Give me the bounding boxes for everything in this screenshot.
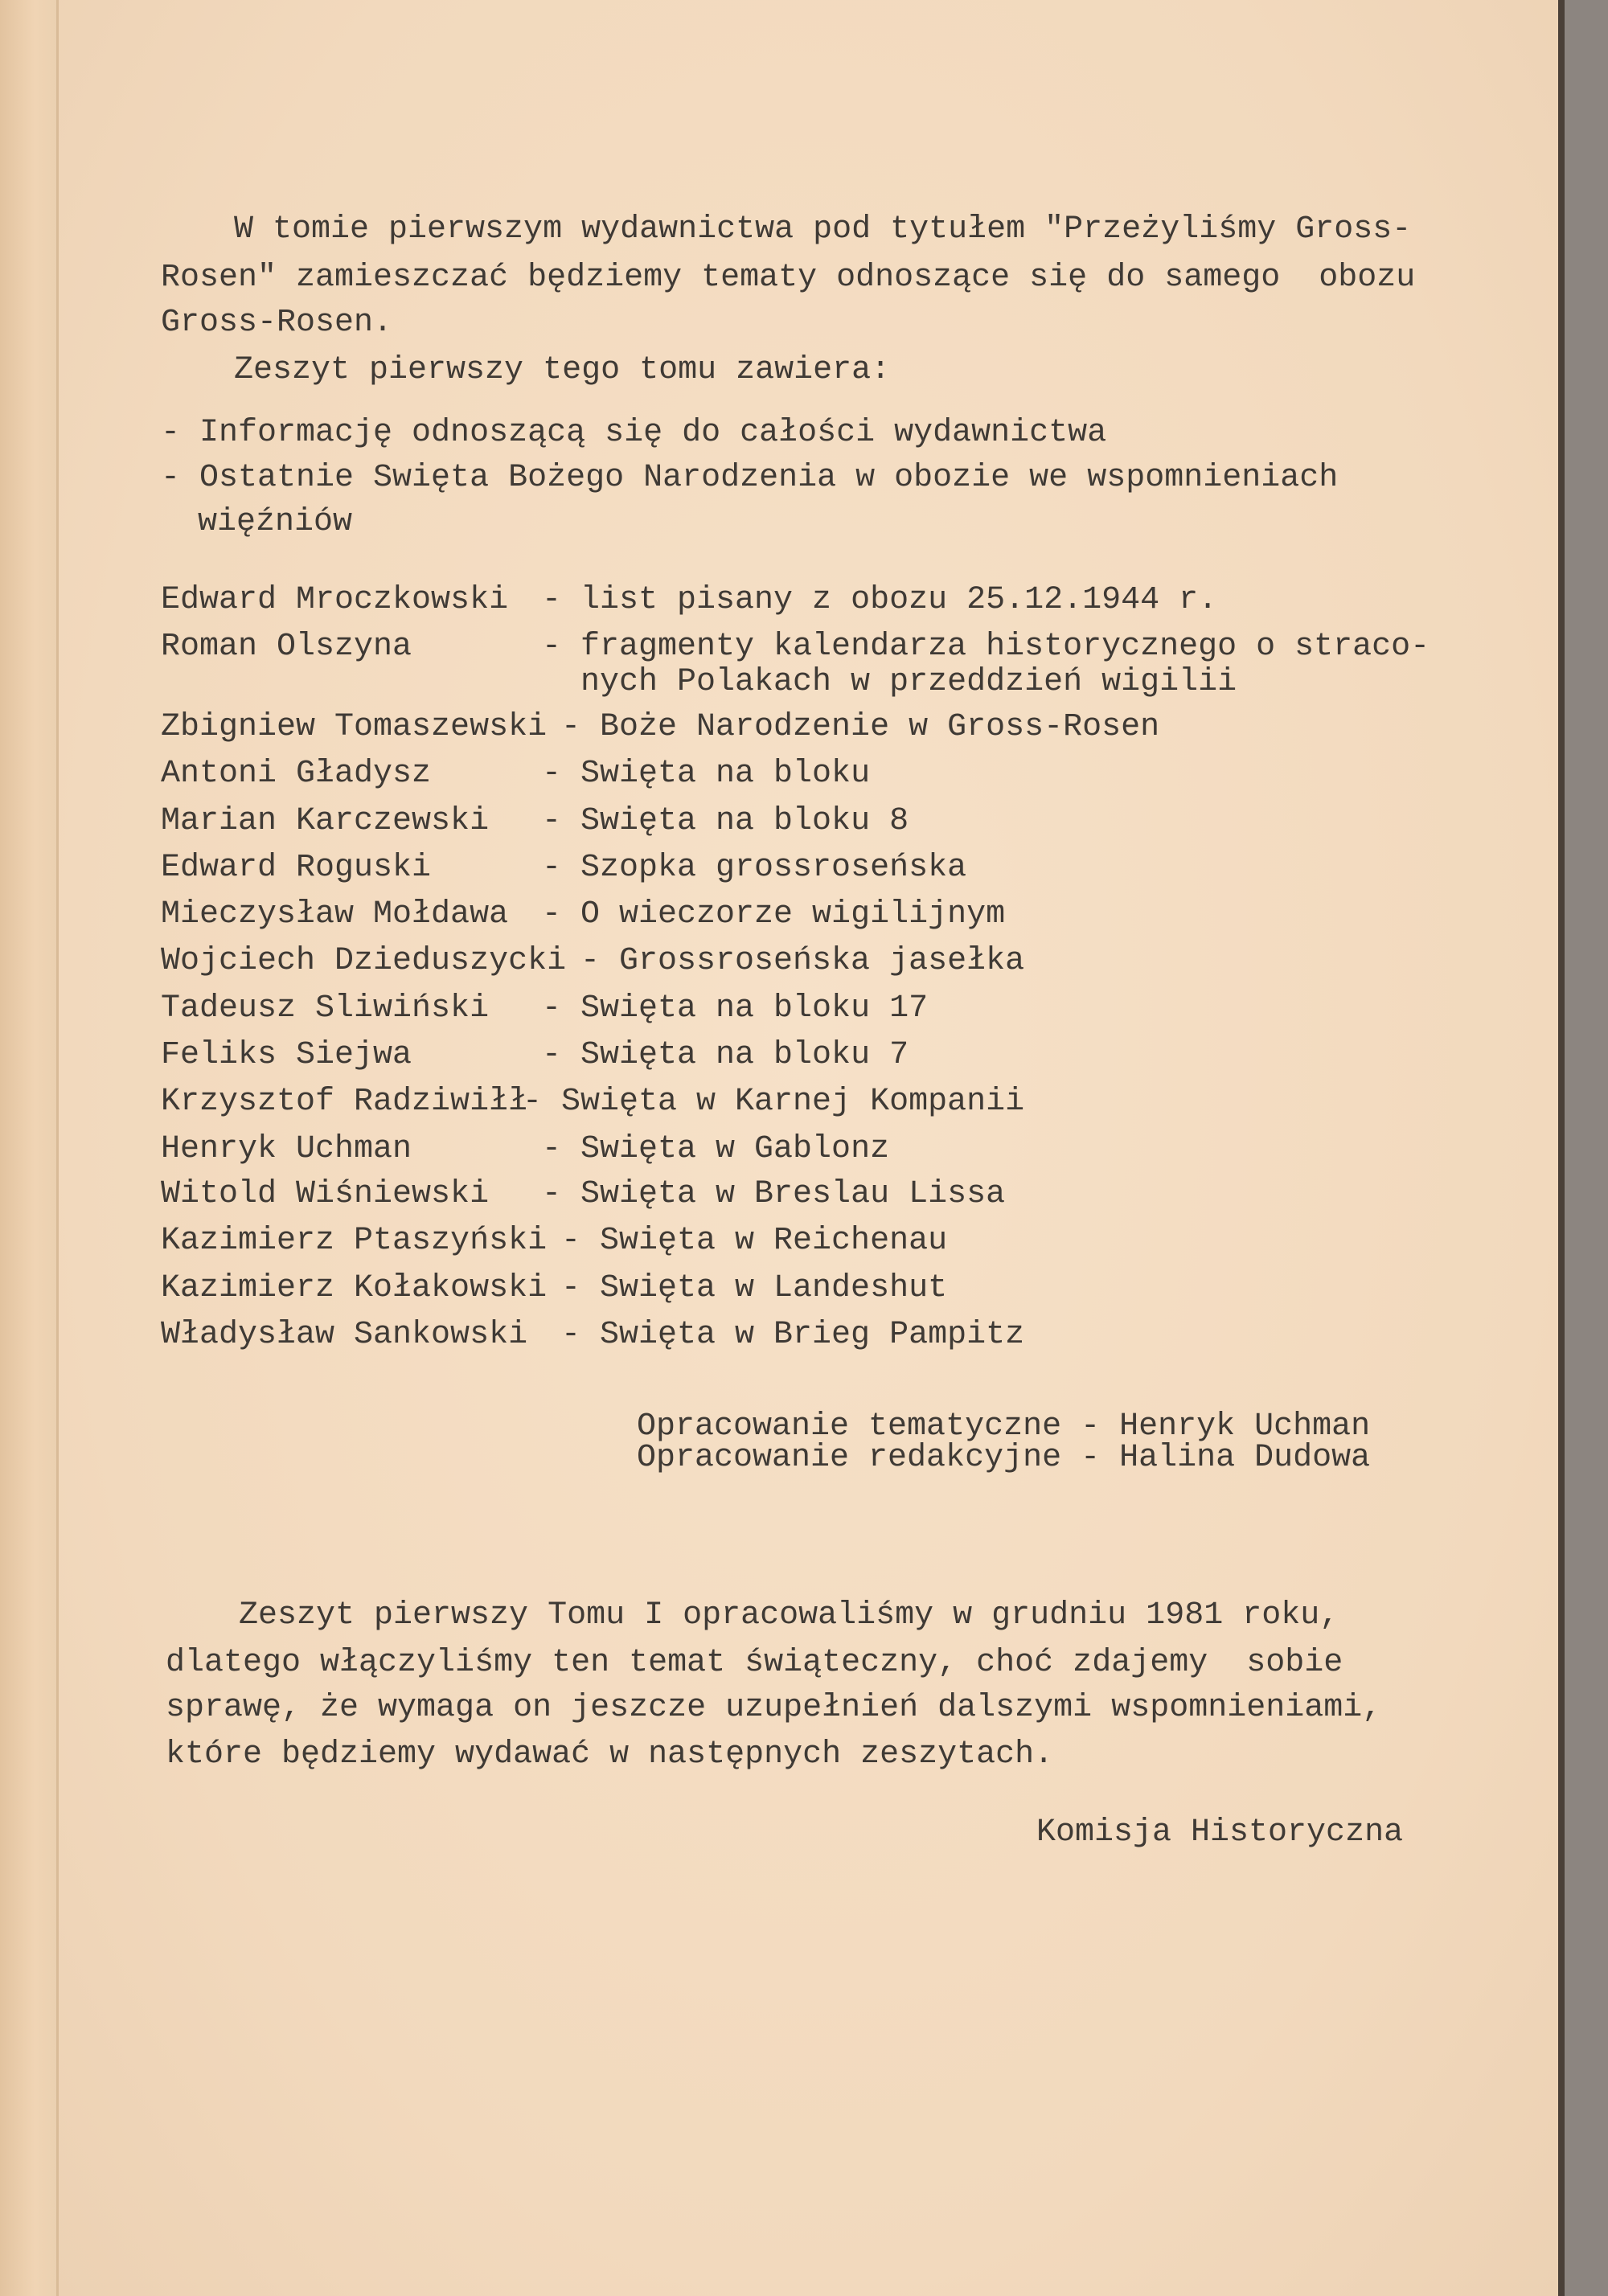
entry-author: Wojciech Dzieduszycki xyxy=(161,943,567,979)
entry-author: Kazimierz Kołakowski xyxy=(161,1270,548,1306)
entry-title: - Swięta w Breslau Lissa xyxy=(542,1176,1006,1212)
entry-author: Henryk Uchman xyxy=(161,1131,412,1167)
book-spine xyxy=(0,0,58,2296)
entry-title: - list pisany z obozu 25.12.1944 r. xyxy=(542,582,1218,618)
entry-title: - Swięta w Karnej Kompanii xyxy=(523,1084,1025,1120)
page-edge xyxy=(1558,0,1565,2296)
entry-author: Krzysztof Radziwiłł xyxy=(161,1084,528,1120)
closing-line: dlatego włączyliśmy ten temat świąteczny, choć zdajemy sobie xyxy=(166,1645,1343,1681)
credit-line: Opracowanie redakcyjne - Halina Dudowa xyxy=(637,1440,1371,1476)
contents-bullet-continued: więźniów xyxy=(198,504,353,540)
entry-title: - Swięta na bloku 17 xyxy=(542,990,929,1027)
entry-title: - O wieczorze wigilijnym xyxy=(542,896,1006,933)
entry-author: Edward Mroczkowski xyxy=(161,582,509,618)
intro-line: Gross-Rosen. xyxy=(161,305,393,341)
entry-author: Zbigniew Tomaszewski xyxy=(161,709,548,745)
entry-title: - Swięta na bloku 8 xyxy=(542,803,909,839)
entry-title: - Swięta w Brieg Pampitz xyxy=(561,1317,1025,1353)
entry-title: - Swięta w Landeshut xyxy=(561,1270,948,1306)
entry-title: - Boże Narodzenie w Gross-Rosen xyxy=(561,709,1160,745)
entry-author: Roman Olszyna xyxy=(161,629,412,665)
entry-title: - Szopka grossroseńska xyxy=(542,850,967,886)
intro-line: W tomie pierwszym wydawnictwa pod tytułem "Przeżyliśmy Gross- xyxy=(234,211,1412,248)
closing-line: Zeszyt pierwszy Tomu I opracowaliśmy w grudniu 1981 roku, xyxy=(239,1597,1339,1634)
entry-title-continued: nych Polakach w przeddzień wigilii xyxy=(580,664,1237,700)
entry-title: - Swięta na bloku xyxy=(542,756,871,792)
entry-title: - fragmenty kalendarza historycznego o straco- xyxy=(542,629,1430,665)
credit-line: Opracowanie tematyczne - Henryk Uchman xyxy=(637,1408,1371,1445)
contents-heading: Zeszyt pierwszy tego tomu zawiera: xyxy=(234,352,891,388)
intro-line: Rosen" zamieszczać będziemy tematy odnoszące się do samego obozu xyxy=(161,260,1416,296)
entry-author: Antoni Gładysz xyxy=(161,756,432,792)
contents-bullet: - Ostatnie Swięta Bożego Narodzenia w obozie we wspomnieniach xyxy=(161,460,1339,496)
entry-author: Kazimierz Ptaszyński xyxy=(161,1223,548,1259)
entry-title: - Swięta na bloku 7 xyxy=(542,1037,909,1073)
entry-author: Tadeusz Sliwiński xyxy=(161,990,490,1027)
entry-author: Władysław Sankowski xyxy=(161,1317,528,1353)
closing-line: które będziemy wydawać w następnych zeszytach. xyxy=(166,1736,1054,1773)
entry-title: - Swięta w Reichenau xyxy=(561,1223,948,1259)
entry-title: - Grossroseńska jasełka xyxy=(580,943,1025,979)
entry-author: Feliks Siejwa xyxy=(161,1037,412,1073)
entry-title: - Swięta w Gablonz xyxy=(542,1131,890,1167)
entry-author: Witold Wiśniewski xyxy=(161,1176,490,1212)
closing-line: sprawę, że wymaga on jeszcze uzupełnień dalszymi wspomnieniami, xyxy=(166,1690,1382,1726)
entry-author: Mieczysław Mołdawa xyxy=(161,896,509,933)
entry-author: Edward Roguski xyxy=(161,850,432,886)
entry-author: Marian Karczewski xyxy=(161,803,490,839)
contents-bullet: - Informację odnoszącą się do całości wydawnictwa xyxy=(161,415,1107,451)
signature: Komisja Historyczna xyxy=(1036,1814,1404,1851)
scan-background xyxy=(1565,0,1608,2296)
